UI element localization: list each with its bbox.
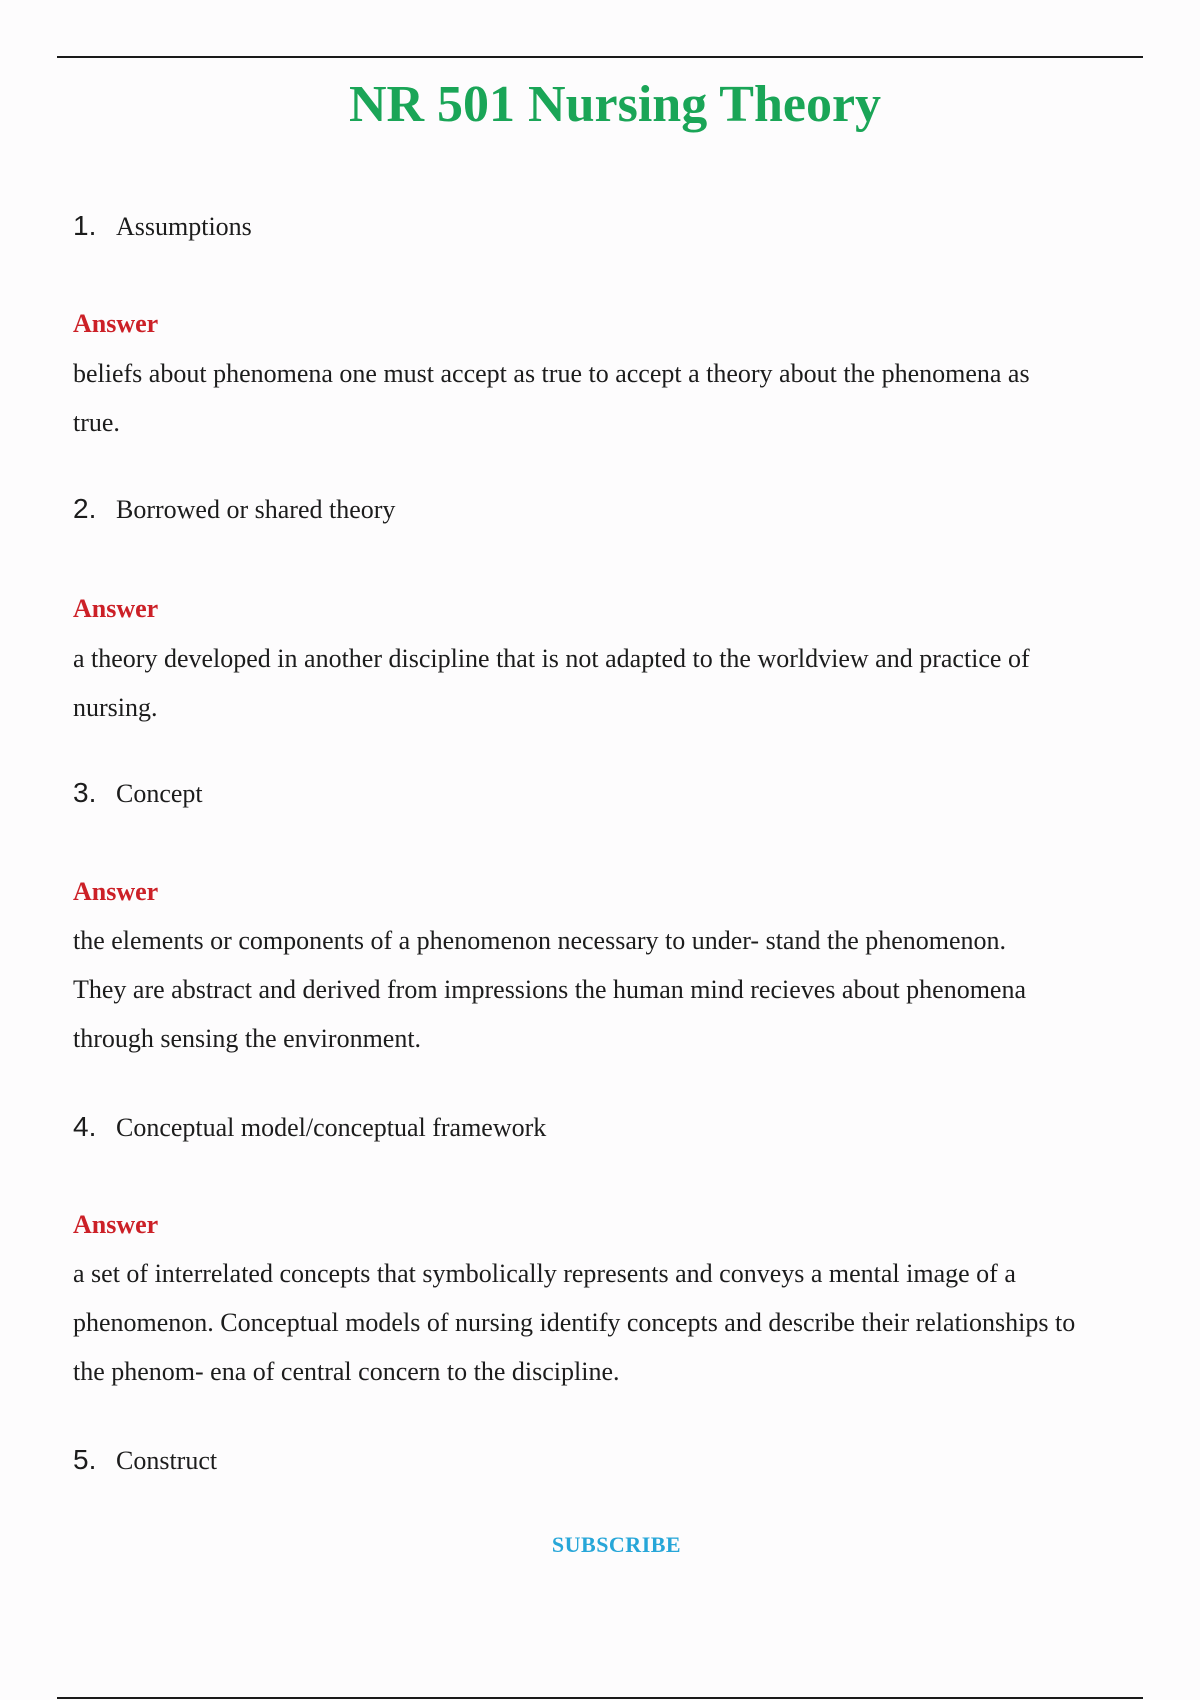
question-item-1: [73, 208, 252, 244]
answer-line: the phenom- ena of central concern to the discipline.: [73, 1357, 620, 1386]
answer-line: a theory developed in another discipline that is not adapted to the worldview and practice of: [73, 644, 1030, 673]
answer-label: Answer: [73, 1210, 159, 1239]
answer-line: a set of interrelated concepts that symbolically represents and conveys a mental image of a: [73, 1259, 1016, 1288]
answer-label: Answer: [73, 877, 159, 906]
answer-line: true.: [73, 408, 120, 437]
question-term: Conceptual model/conceptual framework: [116, 1113, 547, 1142]
answer-line: phenomenon. Conceptual models of nursing identify concepts and describe their relationships to: [73, 1308, 1076, 1337]
answer-line: nursing.: [73, 693, 158, 722]
answer-text-2: [73, 634, 1153, 732]
question-term: Concept: [116, 779, 203, 808]
question-term: Borrowed or shared theory: [116, 495, 396, 524]
question-term: Assumptions: [116, 212, 252, 241]
question-item-2: [73, 491, 395, 527]
question-number: 1.: [73, 210, 97, 241]
question-item-5: [73, 1442, 217, 1478]
question-number: 3.: [73, 777, 97, 808]
answer-line: beliefs about phenomena one must accept as true to accept a theory about the phenomena as: [73, 359, 1030, 388]
answer-label: Answer: [73, 309, 159, 338]
subscribe-link[interactable]: SUBSCRIBE: [551, 1532, 682, 1557]
answer-text-3: [73, 916, 1153, 1063]
question-item-4: [73, 1109, 546, 1145]
answer-line: They are abstract and derived from impressions the human mind recieves about phenomena: [73, 975, 1027, 1004]
answer-line: through sensing the environment.: [73, 1024, 422, 1053]
page-title: NR 501 Nursing Theory: [348, 76, 882, 133]
bottom-rule: [57, 1697, 1143, 1699]
question-number: 2.: [73, 493, 97, 524]
question-term: Construct: [116, 1446, 218, 1475]
question-item-3: [73, 775, 203, 811]
answer-label: Answer: [73, 594, 159, 623]
question-number: 5.: [73, 1444, 97, 1475]
answer-text-1: [73, 349, 1153, 447]
answer-line: the elements or components of a phenomenon necessary to under- stand the phenomenon.: [73, 926, 1007, 955]
top-rule: [57, 56, 1143, 58]
question-number: 4.: [73, 1111, 97, 1142]
answer-text-4: [73, 1249, 1153, 1396]
